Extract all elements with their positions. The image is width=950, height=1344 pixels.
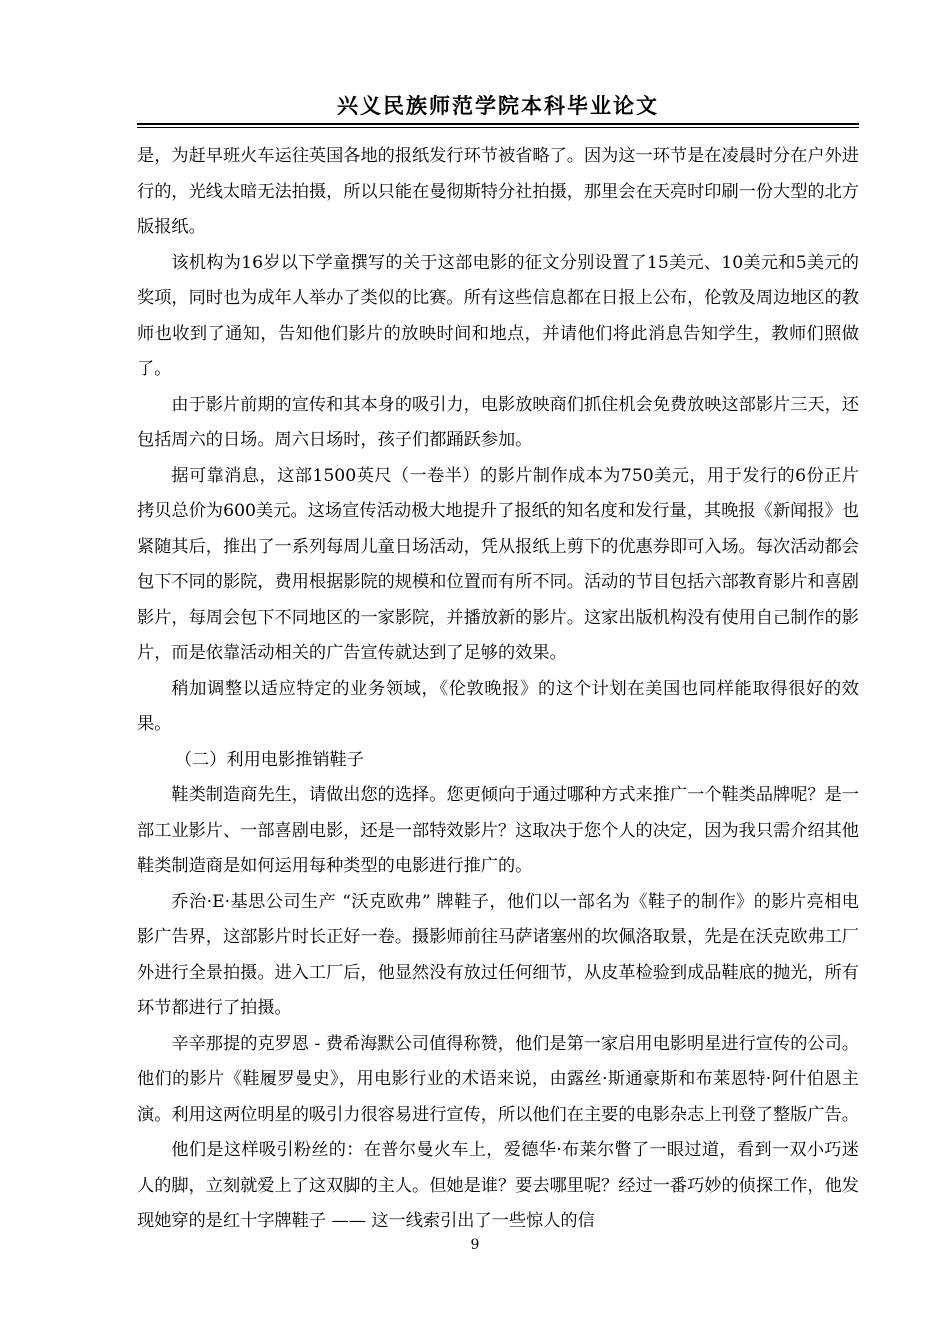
page-number: 9 xyxy=(470,1237,480,1253)
paragraph: 乔治·E·基思公司生产 “沃克欧弗” 牌鞋子，他们以一部名为《鞋子的制作》的影片亮相电影广告界，这部影片时长正好一卷。摄影师前往马萨诸塞州的坎佩洛取景，先是在沃克欧弗工厂外进行全景拍摄。进入工厂后，他显然没有放过任何细节，从皮革检验到成品鞋底的抛光，所有环节都进行了拍摄。 xyxy=(137,891,859,1018)
paragraph: 鞋类制造商先生，请做出您的选择。您更倾向于通过哪种方式来推广一个鞋类品牌呢？是一部工业影片、一部喜剧电影，还是一部特效影片？这取决于您个人的决定，因为我只需介绍其他鞋类制造商是如何运用每种类型的电影进行推广的。 xyxy=(137,785,859,876)
header-rule xyxy=(137,123,859,125)
body-text xyxy=(137,139,859,1240)
paragraph: 据可靠消息，这部1500英尺（一卷半）的影片制作成本为750美元，用于发行的6份正片拷贝总价为600美元。这场宣传活动极大地提升了报纸的知名度和发行量，其晚报《新闻报》也紧随其后，推出了一系列每周儿童日场活动，凭从报纸上剪下的优惠券即可入场。每次活动都会包下不同的影院，费用根据影院的规模和位置而有所不同。活动的节目包括六部教育影片和喜剧影片，每周会包下不同地区的一家影院，并播放新的影片。这家出版机构没有使用自己制作的影片，而是依靠活动相关的广告宣传就达到了足够的效果。 xyxy=(137,465,859,663)
running-header: 兴义民族师范学院本科毕业论文 xyxy=(337,94,659,118)
paragraph: 是，为赶早班火车运往英国各地的报纸发行环节被省略了。因为这一环节是在凌晨时分在户外进行的，光线太暗无法拍摄，所以只能在曼彻斯特分社拍摄，那里会在天亮时印刷一份大型的北方版报纸。 xyxy=(137,146,859,237)
paragraph: 辛辛那提的克罗恩 - 费希海默公司值得称赞，他们是第一家启用电影明星进行宣传的公司。他们的影片《鞋履罗曼史》，用电影行业的术语来说，由露丝·斯通豪斯和布莱恩特·阿什伯恩主演。利用这两位明星的吸引力很容易进行宣传，所以他们在主要的电影杂志上刊登了整版广告。 xyxy=(137,1033,859,1125)
paragraph: 他们是这样吸引粉丝的：在普尔曼火车上，爱德华·布莱尔瞥了一眼过道，看到一双小巧迷人的脚，立刻就爱上了这双脚的主人。但她是谁？要去哪里呢？经过一番巧妙的侦探工作，他发现她穿的是红十字牌鞋子 —— 这一线索引出了一些惊人的信 xyxy=(137,1140,859,1231)
section-heading: （二）利用电影推销鞋子 xyxy=(174,749,364,770)
paragraph: 由于影片前期的宣传和其本身的吸引力，电影放映商们抓住机会免费放映这部影片三天，还包括周六的日场。周六日场时，孩子们都踊跃参加。 xyxy=(137,394,859,450)
paragraph: 该机构为16岁以下学童撰写的关于这部电影的征文分别设置了15美元、10美元和5美元的奖项，同时也为成年人举办了类似的比赛。所有这些信息都在日报上公布，伦敦及周边地区的教师也收到了通知，告知他们影片的放映时间和地点，并请他们将此消息告知学生，教师们照做了。 xyxy=(137,252,859,379)
paragraph: 稍加调整以适应特定的业务领域，《伦敦晚报》的这个计划在美国也同样能取得很好的效果。 xyxy=(137,678,859,734)
header-rule-thin xyxy=(137,127,859,128)
